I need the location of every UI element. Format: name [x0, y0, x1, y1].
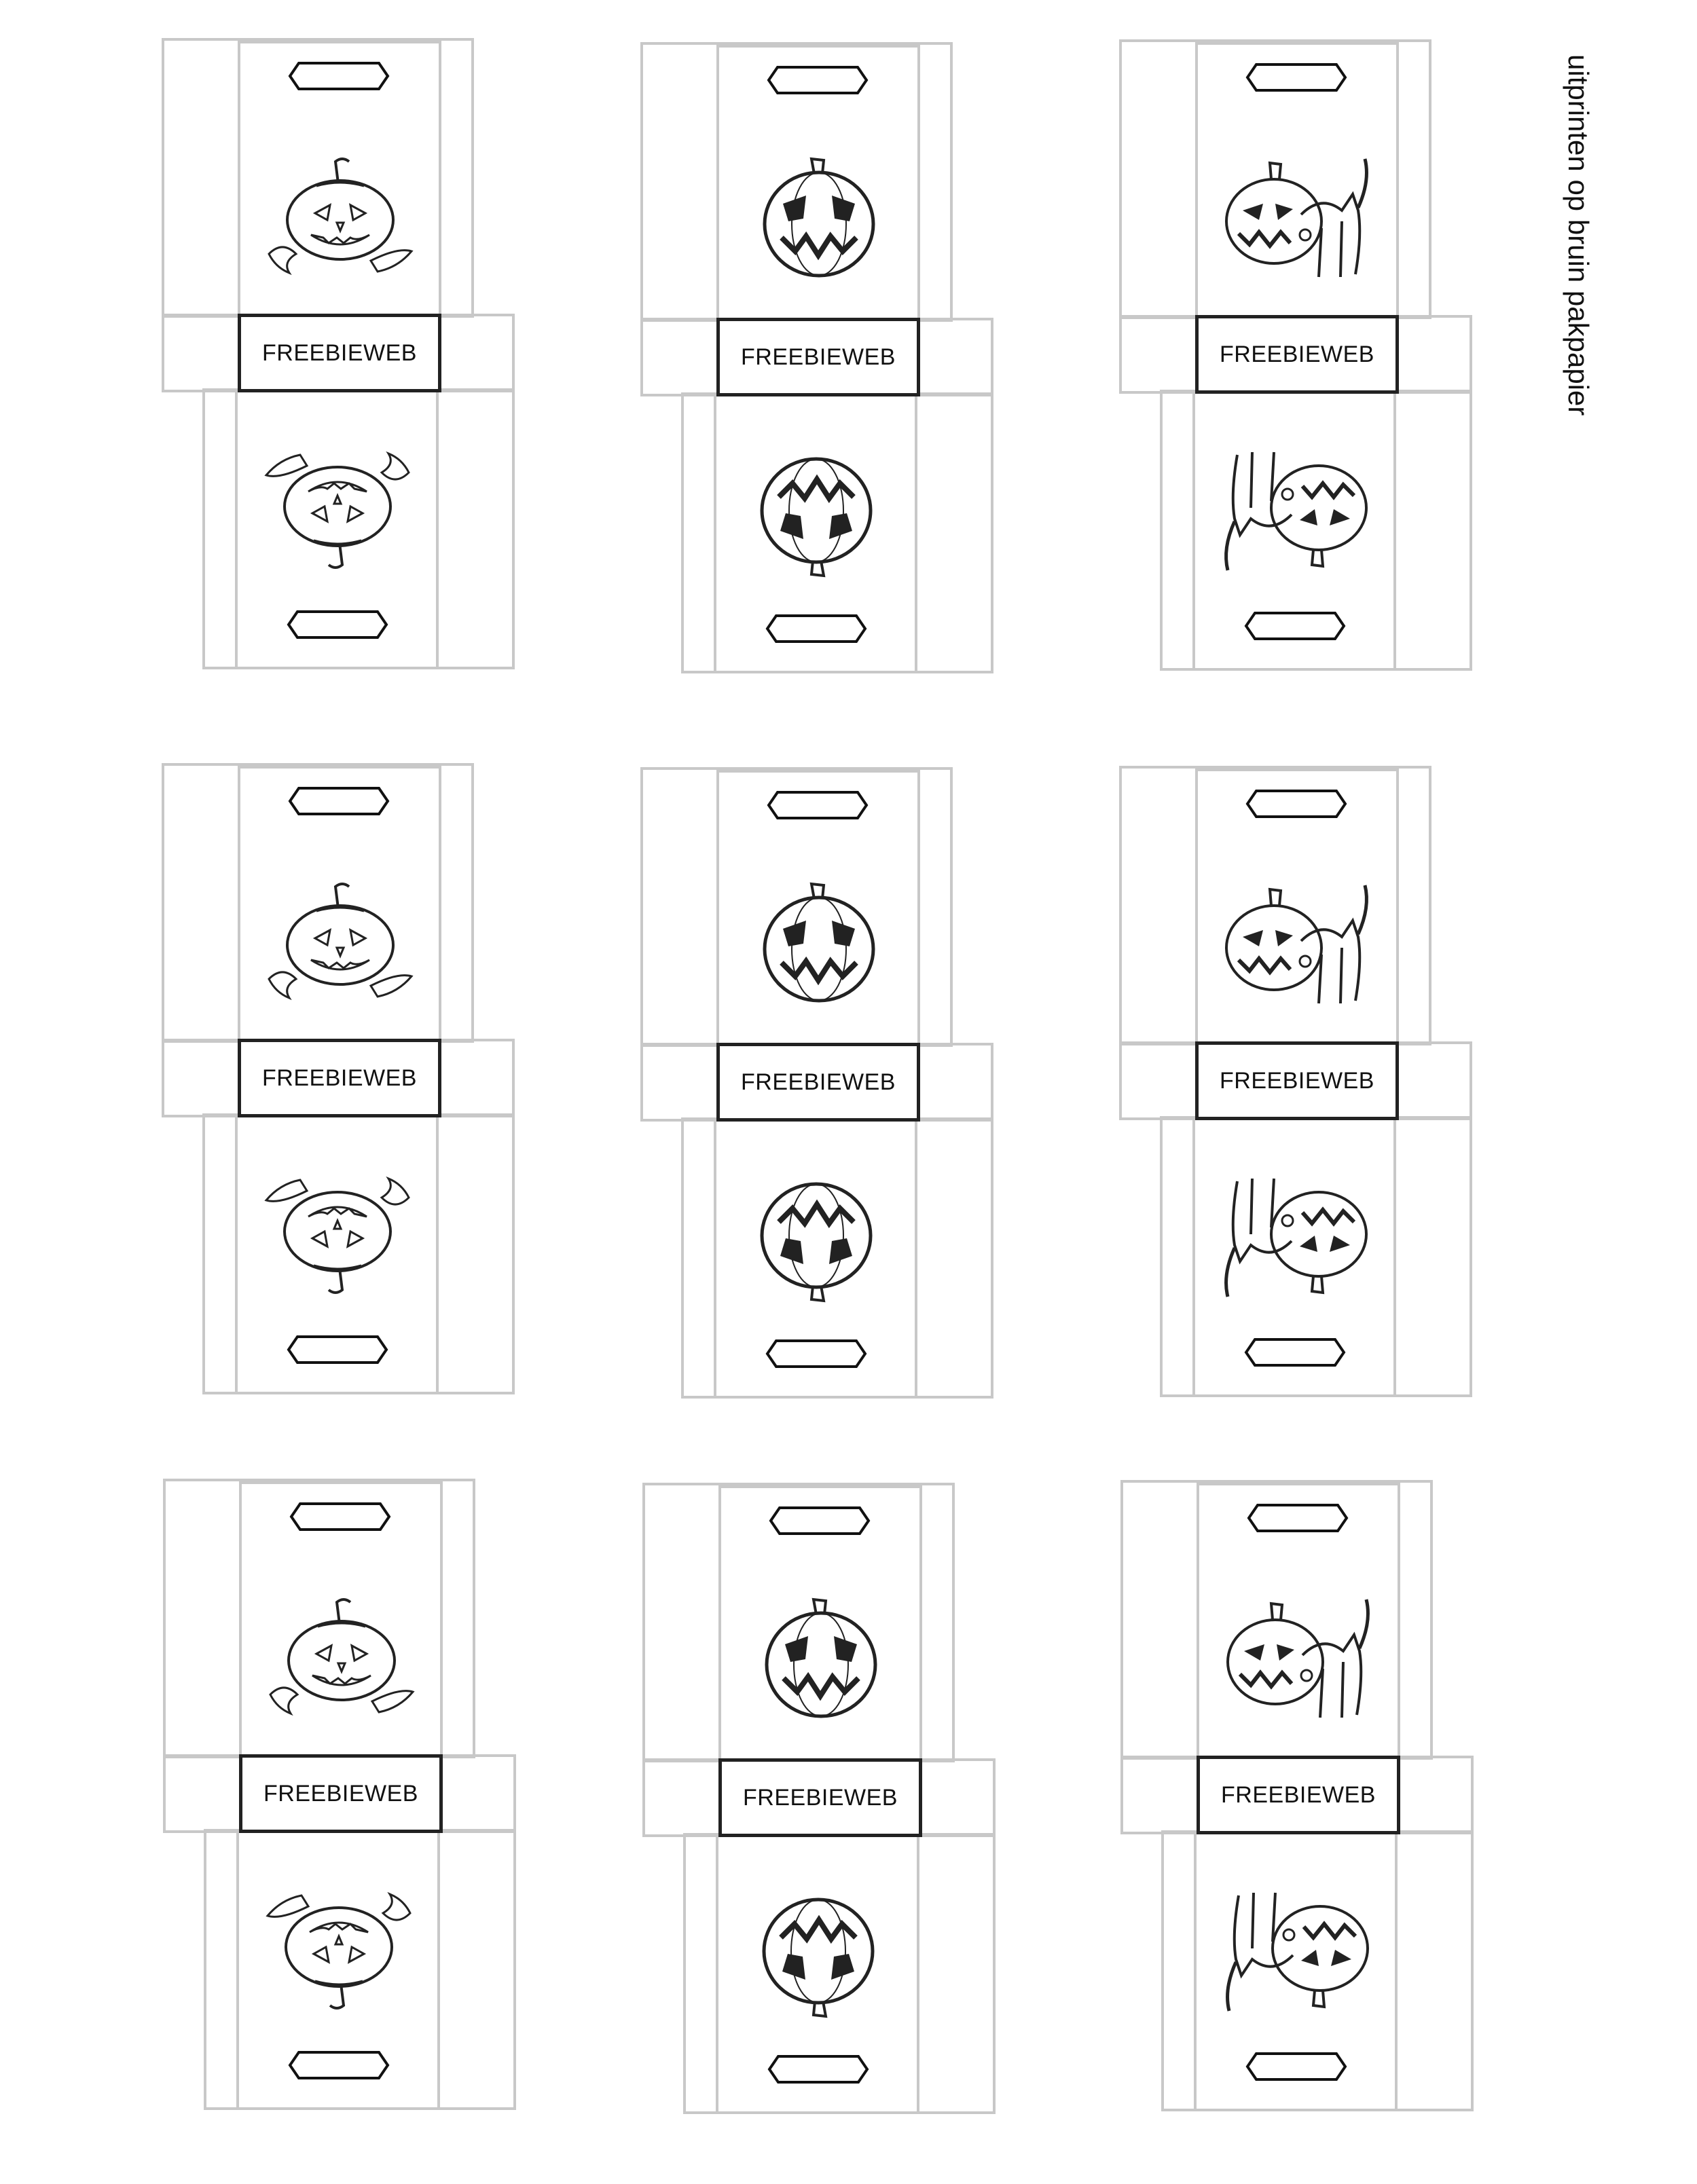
handle-cutout-icon	[767, 65, 869, 95]
pumpkin-with-leaves-icon	[262, 152, 418, 281]
box-template	[640, 767, 993, 1405]
handle-cutout-icon	[1244, 611, 1346, 641]
jack-o-lantern-icon	[743, 1597, 899, 1726]
box-label: FREEBIEWEB	[716, 1043, 920, 1122]
jack-o-lantern-icon	[738, 1174, 894, 1303]
pumpkin-with-leaves-icon	[261, 1886, 417, 2015]
handle-cutout-icon	[288, 61, 390, 91]
handle-cutout-icon	[765, 1339, 867, 1369]
handle-cutout-icon	[287, 1335, 388, 1365]
box-label: FREEBIEWEB	[1195, 1041, 1399, 1120]
pumpkin-with-leaves-icon	[263, 1593, 420, 1722]
pumpkin-and-cat-icon	[1217, 447, 1373, 576]
handle-cutout-icon	[765, 614, 867, 644]
handle-cutout-icon	[767, 2054, 869, 2084]
box-label: FREEBIEWEB	[1197, 1756, 1400, 1834]
box-template	[640, 42, 993, 680]
side-note: uitprinten op bruin pakpapier	[1563, 54, 1594, 416]
jack-o-lantern-icon	[740, 1890, 896, 2019]
box-label: FREEBIEWEB	[1195, 315, 1399, 394]
box-label: FREEBIEWEB	[238, 314, 441, 392]
jack-o-lantern-icon	[741, 156, 897, 285]
jack-o-lantern-icon	[738, 449, 894, 578]
box-template	[1120, 1480, 1474, 2118]
pumpkin-with-leaves-icon	[262, 877, 418, 1006]
pumpkin-and-cat-icon	[1220, 153, 1376, 282]
box-template	[162, 38, 515, 676]
pumpkin-with-leaves-icon	[259, 445, 416, 574]
handle-cutout-icon	[769, 1506, 871, 1536]
box-label: FREEBIEWEB	[716, 318, 920, 396]
box-template	[1119, 39, 1472, 678]
handle-cutout-icon	[288, 2050, 390, 2080]
pumpkin-and-cat-icon	[1221, 1594, 1377, 1723]
handle-cutout-icon	[1245, 2052, 1347, 2081]
handle-cutout-icon	[1245, 62, 1347, 92]
pumpkin-and-cat-icon	[1218, 1887, 1374, 2016]
jack-o-lantern-icon	[741, 881, 897, 1010]
box-template	[162, 763, 515, 1401]
handle-cutout-icon	[1244, 1337, 1346, 1367]
box-label: FREEBIEWEB	[718, 1758, 922, 1837]
handle-cutout-icon	[1247, 1503, 1349, 1533]
box-template	[163, 1479, 516, 2117]
box-label: FREEBIEWEB	[239, 1754, 443, 1833]
handle-cutout-icon	[1245, 789, 1347, 819]
box-label: FREEBIEWEB	[238, 1039, 441, 1117]
box-template	[1119, 766, 1472, 1404]
handle-cutout-icon	[287, 610, 388, 640]
pumpkin-and-cat-icon	[1217, 1173, 1373, 1302]
handle-cutout-icon	[767, 790, 869, 820]
handle-cutout-icon	[288, 786, 390, 816]
pumpkin-with-leaves-icon	[259, 1170, 416, 1299]
box-template	[642, 1483, 996, 2121]
handle-cutout-icon	[289, 1502, 391, 1532]
pumpkin-and-cat-icon	[1220, 880, 1376, 1009]
